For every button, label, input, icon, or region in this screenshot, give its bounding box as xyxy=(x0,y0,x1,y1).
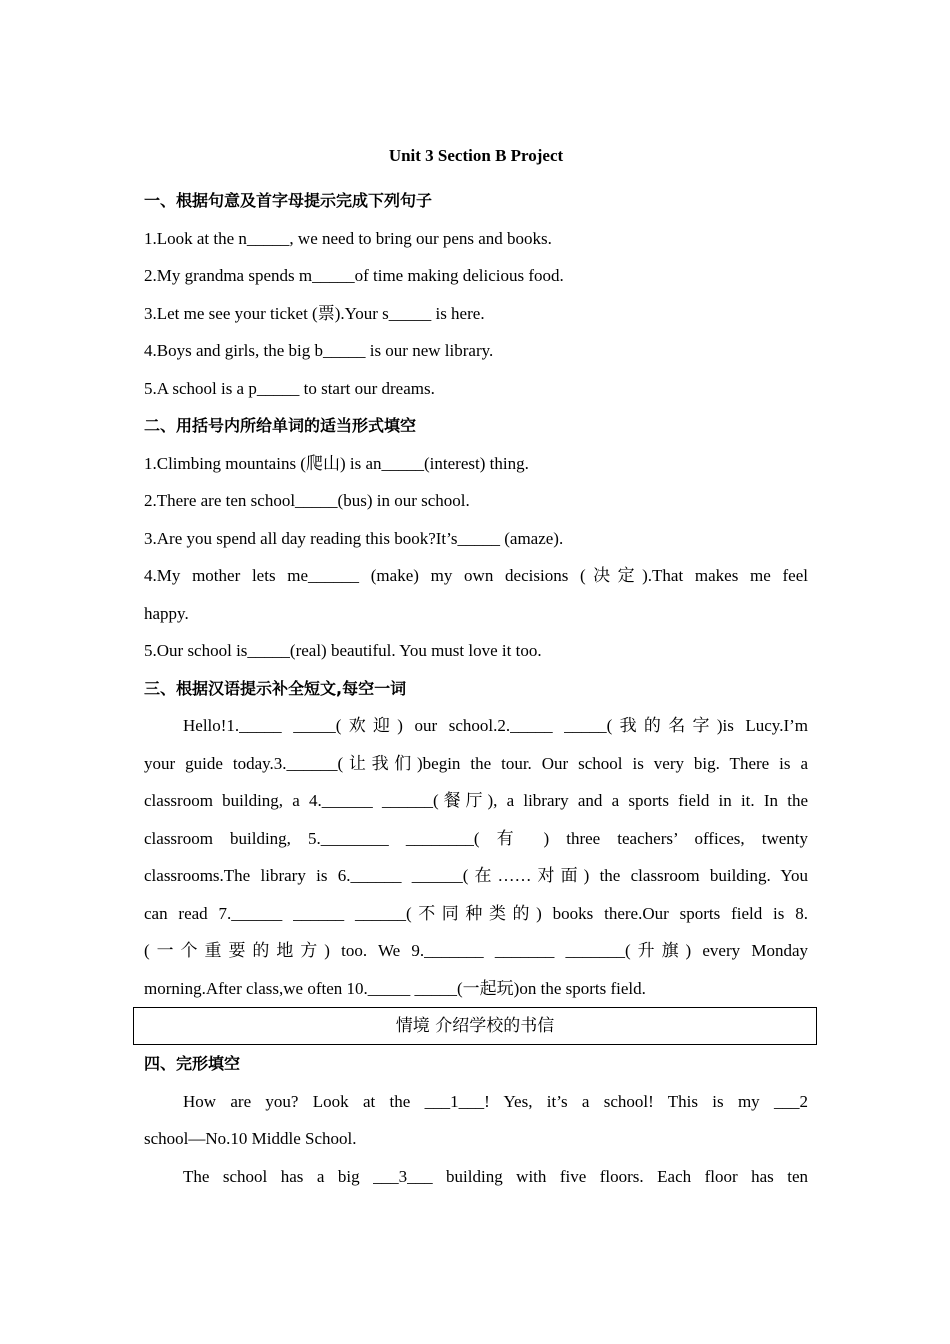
cloze-line: How are you? Look at the ___1___! Yes, it’s a school! This is my ___2 xyxy=(183,1091,808,1111)
section1-item: 4.Boys and girls, the big b_____ is our new library. xyxy=(144,341,494,360)
passage-line: your guide today.3.______(让我们)begin the tour. Our school is very big. There is a xyxy=(144,753,808,773)
section3-passage xyxy=(144,707,808,1007)
section2-item: 2.There are ten school_____(bus) in our school. xyxy=(144,491,470,510)
section4-heading: 四、完形填空 xyxy=(144,1054,241,1073)
passage-line: (一个重要的地方) too. We 9._______ _______ _______(升旗) every Monday xyxy=(144,941,808,960)
section1-item: 1.Look at the n_____, we need to bring our pens and books. xyxy=(144,228,552,248)
section1-item: 5.A school is a p_____ to start our dreams. xyxy=(144,378,435,398)
passage-line: classroom building, 5.________ ________( 有 ) three teachers’ offices, twenty xyxy=(144,828,808,848)
section2-item: 1.Climbing mountains (爬山) is an_____(interest) thing. xyxy=(144,453,529,473)
page-title: Unit 3 Section B Project xyxy=(388,146,564,165)
section1-item: 2.My grandma spends m_____of time making delicious food. xyxy=(144,266,564,285)
worksheet-page xyxy=(144,138,808,1195)
cloze-line: The school has a big ___3___ building with five floors. Each floor has ten xyxy=(183,1166,808,1186)
passage-line: morning.After class,we often 10._____ _____(一起玩)on the sports field. xyxy=(144,978,646,998)
scenario-box: 情境 介绍学校的书信 xyxy=(133,1007,817,1045)
section4-passage xyxy=(144,1083,808,1196)
section1-item: 3.Let me see your ticket (票).Your s_____ is here. xyxy=(144,303,485,323)
passage-line: classrooms.The library is 6.______ ______(在……对面) the classroom building. You xyxy=(144,866,808,885)
cloze-line: school—No.10 Middle School. xyxy=(144,1129,357,1148)
passage-line: can read 7.______ ______ ______(不同种类的) books there.Our sports field is 8. xyxy=(144,903,808,923)
section2-heading: 二、用括号内所给单词的适当形式填空 xyxy=(144,416,417,435)
section3-heading: 三、根据汉语提示补全短文,每空一词 xyxy=(144,678,407,698)
section1-heading: 一、根据句意及首字母提示完成下列句子 xyxy=(144,191,433,210)
section2-item-continuation: happy. xyxy=(144,603,189,623)
section2-item: 5.Our school is_____(real) beautiful. You must love it too. xyxy=(144,641,542,660)
section2-item: 4.My mother lets me______ (make) my own decisions (决定).That makes me feel xyxy=(144,566,808,585)
section2-item: 3.Are you spend all day reading this book?It’s_____ (amaze). xyxy=(144,528,564,548)
passage-line: classroom building, a 4.______ ______(餐厅), a library and a sports field in it. In the xyxy=(144,791,808,810)
passage-line: Hello!1._____ _____(欢迎) our school.2._____ _____(我的名字)is Lucy.I’m xyxy=(183,716,808,735)
